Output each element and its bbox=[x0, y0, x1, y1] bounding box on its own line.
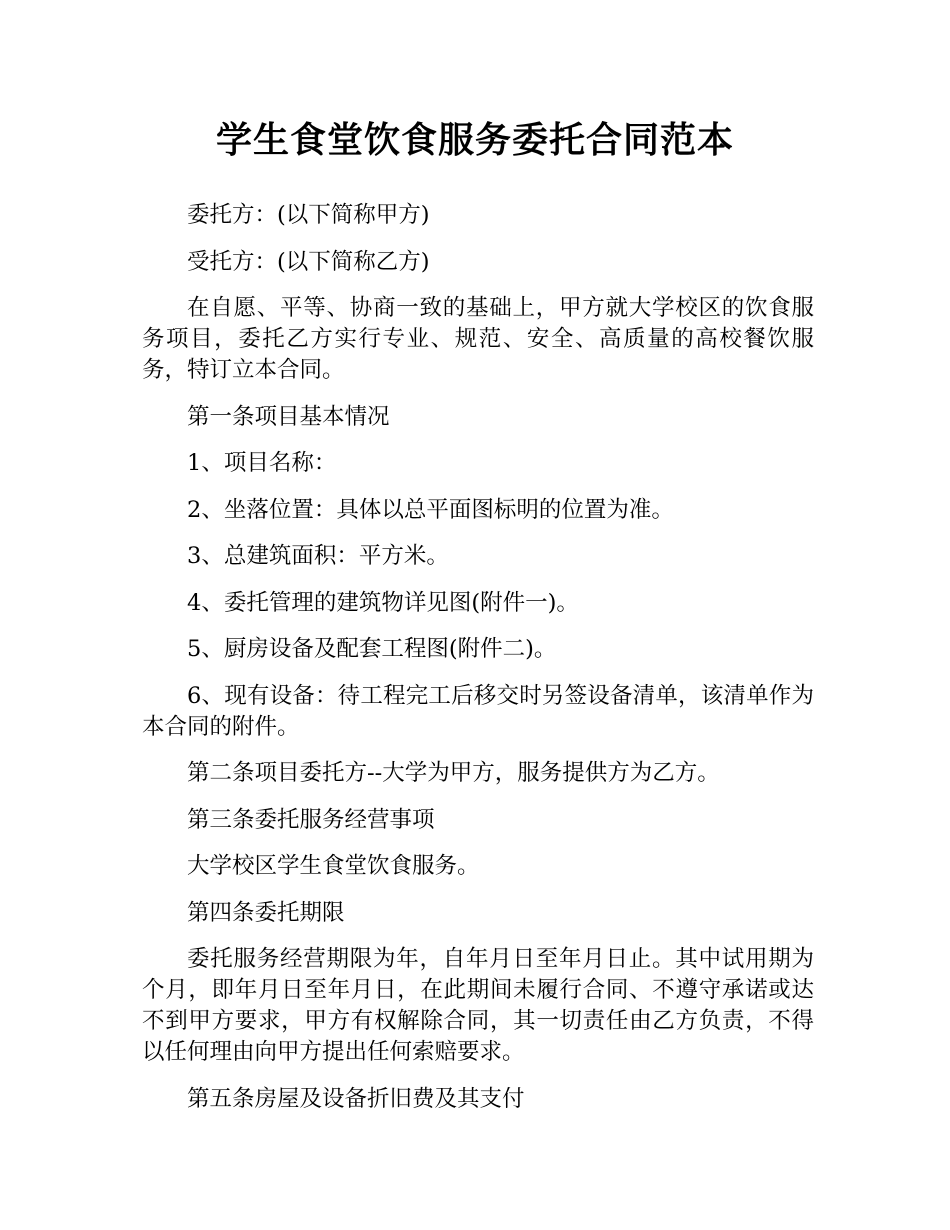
article-1-item-1: 1、项目名称： bbox=[187, 450, 337, 476]
paragraph-agent: 受托方：(以下简称乙方) bbox=[187, 248, 430, 275]
article-3-body: 大学校区学生食堂饮食服务。 bbox=[187, 853, 480, 879]
document-title: 学生食堂饮食服务委托合同范本 bbox=[215, 120, 734, 161]
paragraph-preamble: 在自愿、平等、协商一致的基础上，甲方就大学校区的饮食服务项目，委托乙方实行专业、规范、安全、高质量的高校餐饮服务，特订立本合同。 bbox=[142, 295, 814, 383]
article-1-item-2: 2、坐落位置：具体以总平面图标明的位置为准。 bbox=[187, 496, 674, 523]
article-1-heading: 第一条项目基本情况 bbox=[187, 403, 390, 430]
article-2: 第二条项目委托方--大学为甲方，服务提供方为乙方。 bbox=[187, 760, 720, 786]
article-1-item-3: 3、总建筑面积：平方米。 bbox=[187, 543, 449, 569]
article-1-item-5: 5、厨房设备及配套工程图(附件二)。 bbox=[187, 636, 557, 662]
article-3-heading: 第三条委托服务经营事项 bbox=[187, 806, 435, 833]
article-1-item-4: 4、委托管理的建筑物详见图(附件一)。 bbox=[187, 589, 579, 616]
document-body bbox=[142, 200, 814, 1130]
article-1-item-6: 6、现有设备：待工程完工后移交时另签设备清单，该清单作为本合同的附件。 bbox=[142, 682, 814, 740]
paragraph-principal: 委托方：(以下简称甲方) bbox=[187, 202, 430, 228]
article-4-heading: 第四条委托期限 bbox=[187, 899, 345, 926]
article-4-body: 委托服务经营期限为年，自年月日至年月日止。其中试用期为个月，即年月日至年月日，在此期间未履行合同、不遵守承诺或达不到甲方要求，甲方有权解除合同，其一切责任由乙方负责，不得以任何理由向甲方提出任何索赔要求。 bbox=[142, 946, 814, 1065]
article-5-heading: 第五条房屋及设备折旧费及其支付 bbox=[187, 1085, 525, 1112]
